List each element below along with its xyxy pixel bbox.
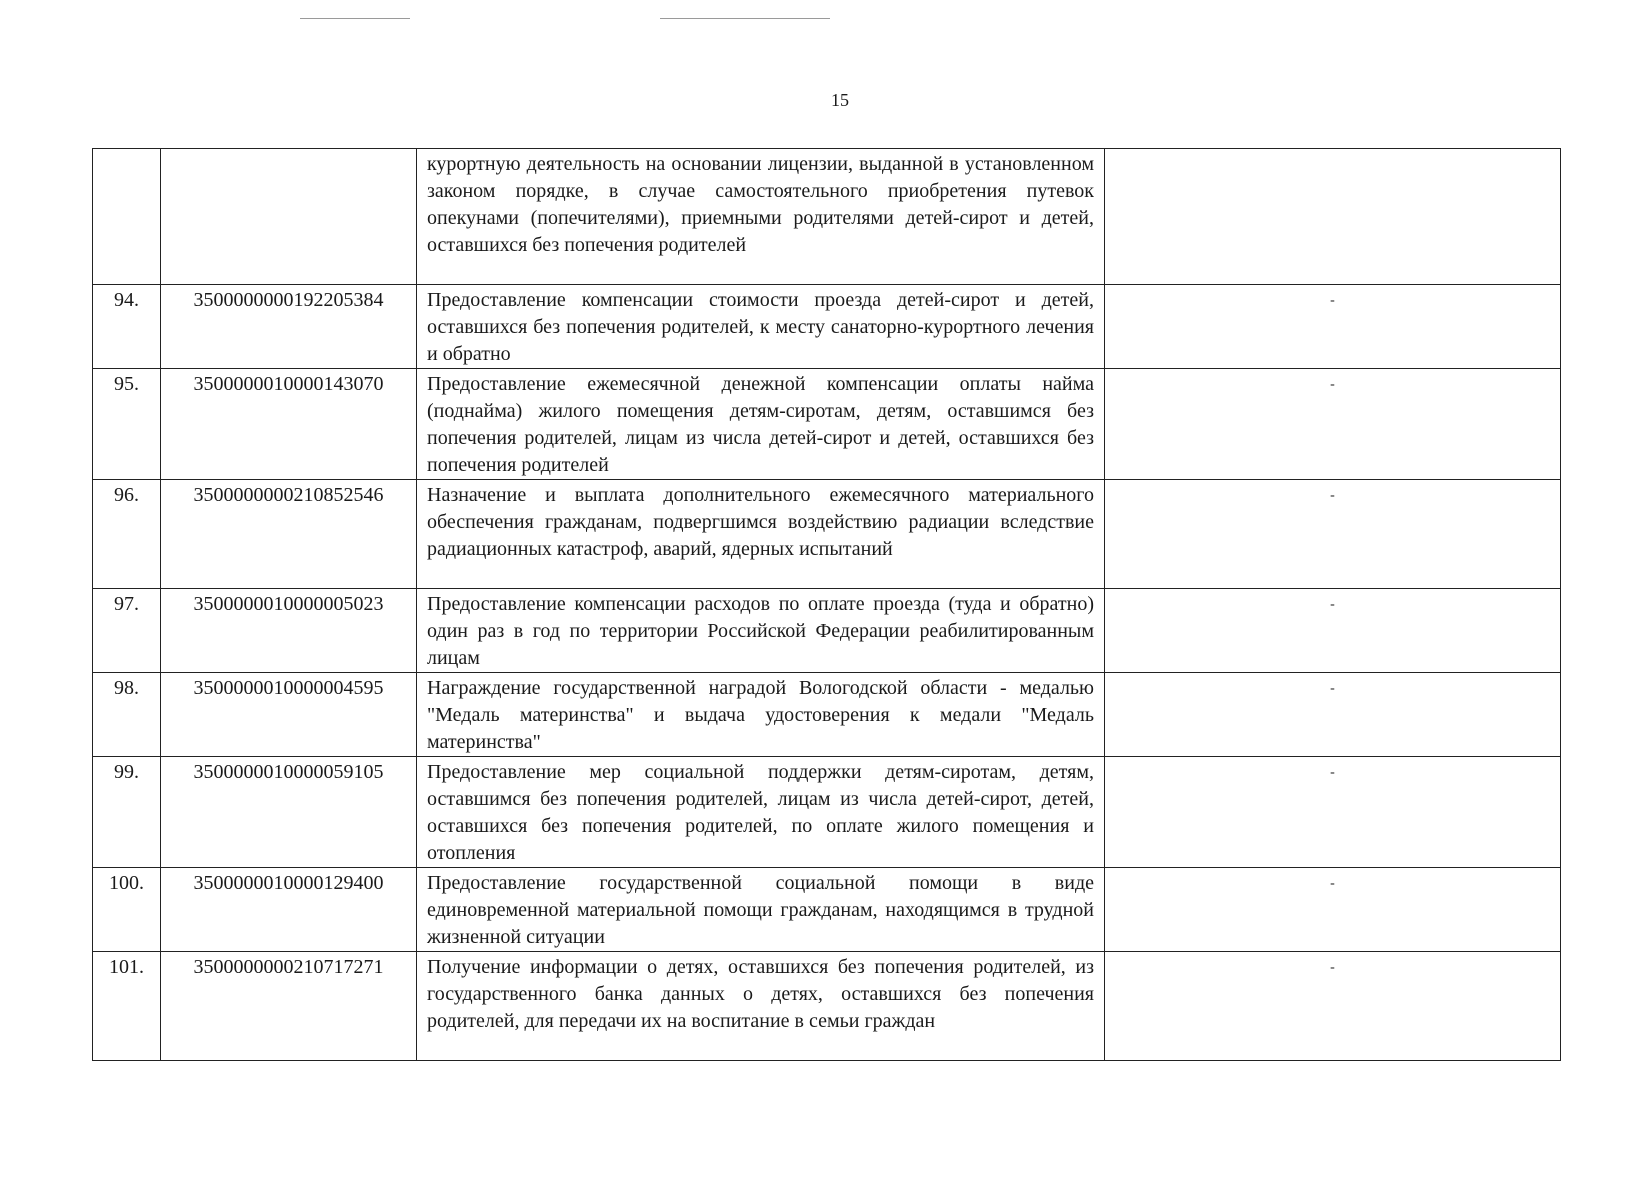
service-code: 3500000000192205384 [161,285,417,369]
row-number: 99. [93,757,161,868]
row-number [93,149,161,285]
service-code [161,149,417,285]
service-code: 3500000010000004595 [161,673,417,757]
row-number: 96. [93,480,161,589]
service-note: - [1105,369,1561,480]
table-row [93,589,1561,673]
service-note [1105,149,1561,285]
service-note: - [1105,952,1561,1061]
service-note: - [1105,868,1561,952]
service-name: Предоставление компенсации стоимости проезда детей-сирот и детей, оставшихся без попечения родителей, к месту санаторно-курортного лечения и обратно [417,285,1105,369]
scan-artifact-line [300,18,410,19]
service-name: Награждение государственной наградой Вологодской области - медалью "Медаль материнства" и выдача удостоверения к медали "Медаль материнства" [417,673,1105,757]
table-row [93,285,1561,369]
service-name: курортную деятельность на основании лицензии, выданной в установленном законом порядке, в случае самостоятельного приобретения путевок опекунами (попечителями), приемными родителями детей-сирот и детей, оставшихся без попечения родителей [417,149,1105,285]
row-number: 101. [93,952,161,1061]
table-row [93,952,1561,1061]
row-number: 95. [93,369,161,480]
service-name: Предоставление ежемесячной денежной компенсации оплаты найма (поднайма) жилого помещения детям-сиротам, детям, оставшимся без попечения родителей, лицам из числа детей-сирот и детей, оставшихся без попечения родителей [417,369,1105,480]
service-code: 3500000010000129400 [161,868,417,952]
table-row [93,757,1561,868]
service-code: 3500000010000143070 [161,369,417,480]
service-name: Предоставление мер социальной поддержки детям-сиротам, детям, оставшимся без попечения родителей, лицам из числа детей-сирот, детей, оставшихся без попечения родителей, по оплате жилого помещения и отопления [417,757,1105,868]
service-code: 3500000010000059105 [161,757,417,868]
service-note: - [1105,480,1561,589]
services-table [92,148,1561,1061]
service-name: Предоставление государственной социальной помощи в виде единовременной материальной помощи гражданам, находящимся в трудной жизненной ситуации [417,868,1105,952]
table-row [93,480,1561,589]
service-code: 3500000000210717271 [161,952,417,1061]
row-number: 100. [93,868,161,952]
row-number: 98. [93,673,161,757]
service-name: Предоставление компенсации расходов по оплате проезда (туда и обратно) один раз в год по территории Российской Федерации реабилитированным лицам [417,589,1105,673]
table-row [93,868,1561,952]
table-row [93,369,1561,480]
service-code: 3500000000210852546 [161,480,417,589]
service-note: - [1105,757,1561,868]
service-name: Назначение и выплата дополнительного ежемесячного материального обеспечения гражданам, подвергшимся воздействию радиации вследствие радиационных катастроф, аварий, ядерных испытаний [417,480,1105,589]
service-name: Получение информации о детях, оставшихся без попечения родителей, из государственного банка данных о детях, оставшихся без попечения родителей, для передачи их на воспитание в семьи граждан [417,952,1105,1061]
service-code: 3500000010000005023 [161,589,417,673]
service-note: - [1105,285,1561,369]
service-note: - [1105,589,1561,673]
row-number: 97. [93,589,161,673]
page-number: 15 [831,90,849,110]
scan-artifact-line [660,18,830,19]
table-row [93,673,1561,757]
service-note: - [1105,673,1561,757]
row-number: 94. [93,285,161,369]
table-row [93,149,1561,285]
